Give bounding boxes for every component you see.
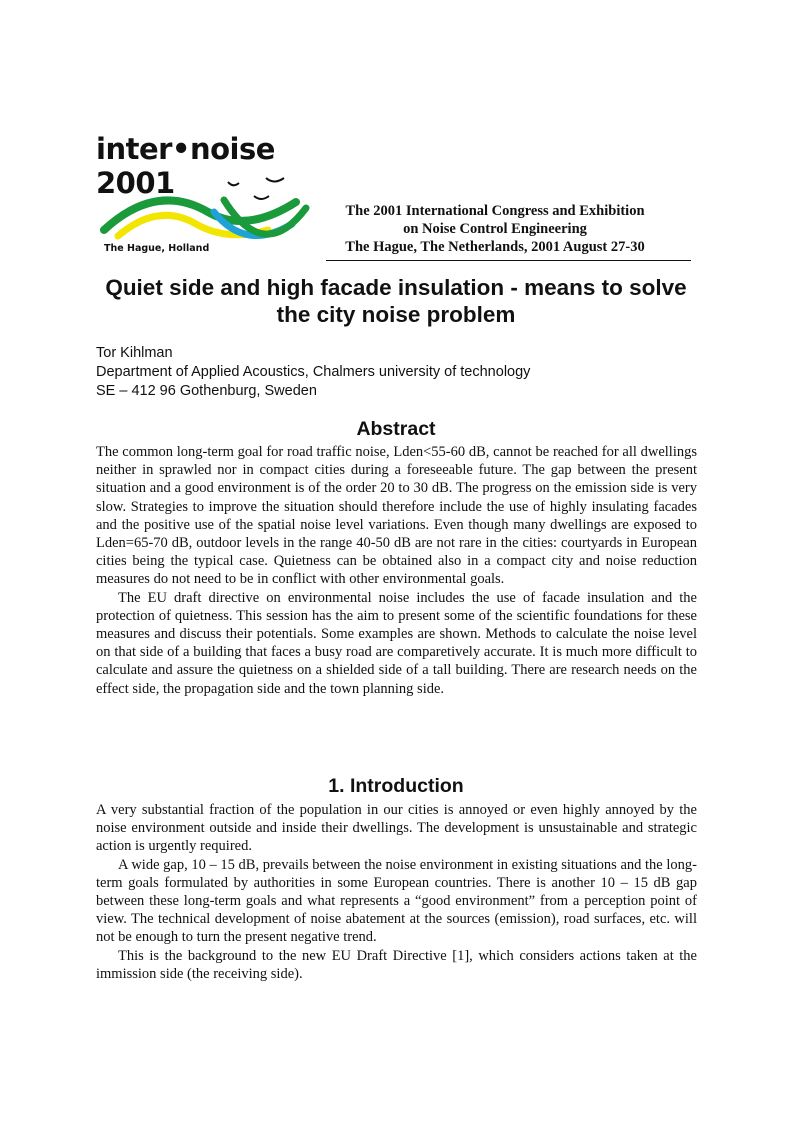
introduction-paragraph: A wide gap, 10 – 15 dB, prevails between the noise environment in existing situations and the long-term goals formulated by authorities in some European countries. There is another 10 – 15 dB gap between these long-term goals and what represents a “good environment” from a perception point of view. The technical development of noise abatement at the sources (emission), road surfaces, etc. will not be enough to turn the present negative trend. bbox=[96, 856, 697, 946]
author-name: Tor Kihlman bbox=[96, 345, 173, 361]
abstract-heading: Abstract bbox=[356, 418, 436, 440]
abstract-body bbox=[96, 443, 697, 698]
abstract-paragraph: The common long-term goal for road traffic noise, Lden<55-60 dB, cannot be reached for all dwellings neither in sprawled nor in compact cities during a foreseeable future. The gap between the present situation and a good environment is of the order 20 to 30 dB. The progress on the emission side is very slow. Strategies to improve the situation should therefore include the use of highly insulating facades and the positive use of the spatial noise level variations. Even though many dwellings are exposed to Lden=65-70 dB, outdoor levels in the range 40-50 dB are not rare in the cities: courtyards in European cities being the typical case. Quietness can be obtained also in a compact city and noise reduction measures do not need to be in conflict with other environmental goals. bbox=[96, 444, 697, 588]
introduction-paragraph: This is the background to the new EU Draft Directive [1], which considers actions taken at the immission side (the receiving side). bbox=[96, 947, 697, 982]
conference-line: The 2001 International Congress and Exhibition bbox=[345, 203, 645, 219]
author-affiliation: Department of Applied Acoustics, Chalmers university of technology bbox=[96, 364, 531, 380]
conference-line: on Noise Control Engineering bbox=[403, 220, 587, 237]
header-rule bbox=[326, 260, 691, 261]
logo-place: The Hague, Holland bbox=[104, 243, 210, 254]
author-block bbox=[96, 344, 530, 401]
introduction-heading: 1. Introduction bbox=[328, 775, 464, 797]
conference-logo bbox=[96, 132, 326, 262]
author-address: SE – 412 96 Gothenburg, Sweden bbox=[96, 383, 317, 399]
paper-title: Quiet side and high facade insulation - means to solve the city noise problem bbox=[105, 275, 687, 327]
introduction-paragraph: A very substantial fraction of the population in our cities is annoyed or even highly annoyed by the noise environment outside and inside their dwellings. The development is unsustainable and strategic action is urgently required. bbox=[96, 802, 697, 855]
conference-line: The Hague, The Netherlands, 2001 August 27-30 bbox=[345, 238, 645, 255]
introduction-body bbox=[96, 801, 697, 983]
conference-info bbox=[315, 203, 675, 256]
abstract-paragraph: The EU draft directive on environmental noise includes the use of facade insulation and the protection of quietness. This session has the aim to present some of the scientific foundations for these measures and discuss their potentials. Some examples are shown. Methods to calculate the noise level on that side of a building that faces a busy road are comparetively accurate. It is much more difficult to calculate and assure the quietness on a shielded side of a tall building. There are research needs on the effect side, the propagation side and the town planning side. bbox=[96, 589, 697, 697]
logo-title: inter•noise 2001 bbox=[96, 132, 275, 200]
